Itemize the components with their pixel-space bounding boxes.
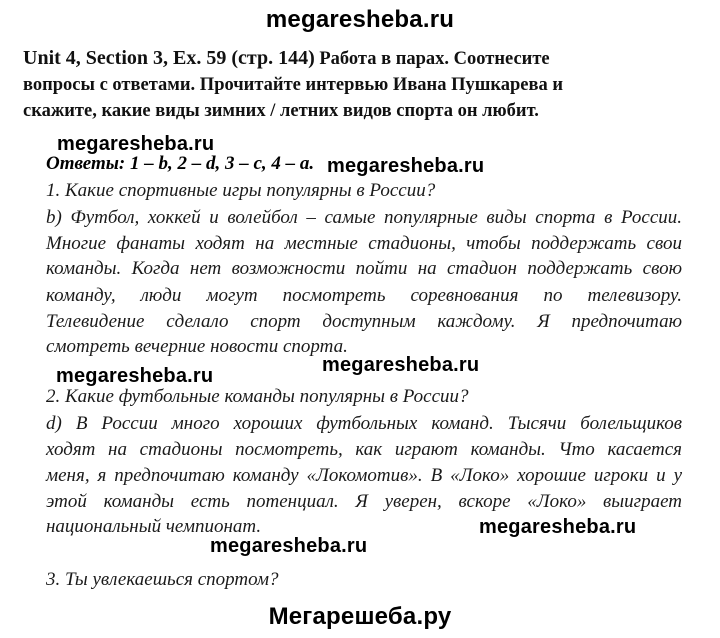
question-3: 3. Ты увлекаешься спортом? [46, 569, 279, 590]
answer-2-line: этой команды есть потенциал. Я уверен, вскоре «Локо» выиграет [46, 491, 682, 512]
answer-1-line: смотреть вечерние новости спорта. [46, 336, 348, 357]
answer-2-line: ходят на стадионы посмотреть, как играют команды. Что касается [46, 439, 682, 460]
answer-1-line: Многие фанаты ходят на местные стадионы, чтобы поддержать свои [46, 233, 682, 254]
question-1: 1. Какие спортивные игры популярны в России? [46, 180, 436, 201]
answer-1-line: b) Футбол, хоккей и волейбол – самые популярные виды спорта в России. [46, 207, 682, 228]
answer-1-line: команды. Когда нет возможности пойти на стадион поддержать свою [46, 258, 682, 279]
watermark: megaresheba.ru [210, 535, 368, 557]
watermark-bottom: Мегарешеба.ру [268, 603, 452, 630]
answer-1-line: команду, люди могут посмотреть соревнования по телевизору. [46, 285, 682, 306]
watermark: megaresheba.ru [57, 133, 215, 155]
answer-1-line: Телевидение сделало спорт доступным каждому. Я предпочитаю [46, 311, 682, 332]
watermark: megaresheba.ru [479, 516, 637, 538]
header-line-3: скажите, какие виды зимних / летних видов спорта он любит. [23, 101, 539, 121]
watermark-top: megaresheba.ru [265, 6, 455, 33]
header-line-1 [23, 45, 698, 72]
answer-2-line: национальный чемпионат. [46, 516, 262, 537]
exercise-instruction-start: Работа в парах. Соотнесите [319, 49, 550, 69]
watermark: megaresheba.ru [322, 354, 480, 376]
watermark: megaresheba.ru [56, 365, 214, 387]
answer-2-line: меня, я предпочитаю команду «Локомотив». В «Локо» хорошие игроки и у [46, 465, 682, 486]
exercise-header [23, 45, 698, 124]
answer-2-line: d) В России много хороших футбольных команд. Тысячи болельщиков [46, 413, 682, 434]
watermark: megaresheba.ru [327, 155, 485, 177]
question-2: 2. Какие футбольные команды популярны в России? [46, 386, 469, 407]
header-line-2: вопросы с ответами. Прочитайте интервью Ивана Пушкарева и [23, 75, 564, 95]
answers-key: Ответы: 1 – b, 2 – d, 3 – c, 4 – a. [46, 153, 315, 174]
exercise-reference: Unit 4, Section 3, Ex. 59 (стр. 144) [23, 47, 315, 69]
